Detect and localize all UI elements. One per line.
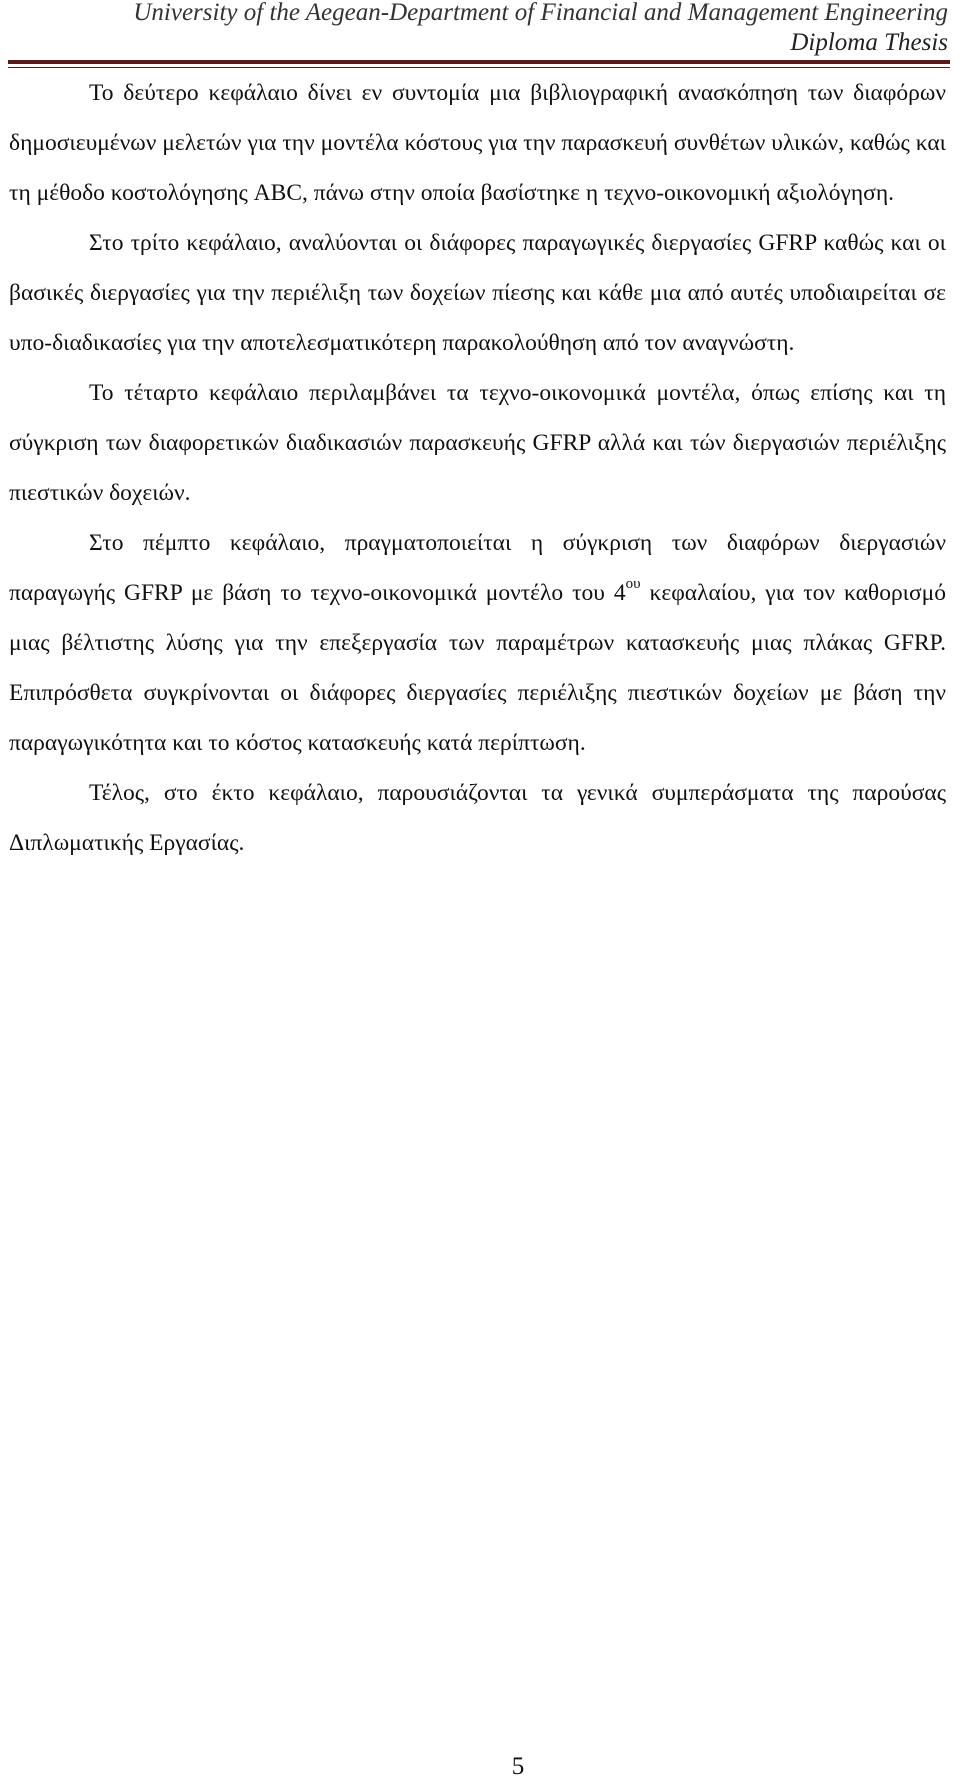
document-body (9, 68, 946, 868)
paragraph-chapter-5-text-start: Στο πέμπτο κεφάλαιο, πραγματοποιείται η σύγκριση των διαφόρων διεργασιών παραγωγής GFRP με βάση το τεχνο-οικονομικά μοντέλο του 4 (9, 530, 946, 606)
paragraph-chapter-6: Τέλος, στο έκτο κεφάλαιο, παρουσιάζονται τα γενικά συμπεράσματα της παρούσας Διπλωματικής Εργασίας. (9, 780, 946, 856)
paragraph-chapter-2: Το δεύτερο κεφάλαιο δίνει εν συντομία μια βιβλιογραφική ανασκόπηση των διαφόρων δημοσιευμένων μελετών για την μοντέλα κόστους για την παρασκευή συνθέτων υλικών, καθώς και τη μέθοδο κοστολόγησης ABC, πάνω στην οποία βασίστηκε η τεχνο-οικονομική αξιολόγηση. (9, 80, 946, 206)
paragraph-chapter-4: Το τέταρτο κεφάλαιο περιλαμβάνει τα τεχνο-οικονομικά μοντέλα, όπως επίσης και τη σύγκριση των διαφορετικών διαδικασιών παρασκευής GFRP αλλά και τών διεργασιών περιέλιξης πιεστικών δοχειών. (9, 380, 946, 506)
header-rule (8, 60, 950, 64)
paragraph-chapter-5-text-end: κεφαλαίου, για τον καθορισμό μιας βέλτιστης λύσης για την επεξεργασία των παραμέτρων κατασκευής μιας πλάκας GFRP. Επιπρόσθετα συγκρίνονται οι διάφορες διεργασίες περιέλιξης πιεστικών δοχείων με βάση την παραγωγικότητα και το κόστος κατασκευής κατά περίπτωση. (9, 580, 947, 756)
page-header (0, 0, 948, 58)
header-thesis-line: Diploma Thesis (790, 29, 948, 56)
page-number: 5 (511, 1753, 525, 1780)
ordinal-superscript: ου (625, 576, 641, 592)
paragraph-chapter-5 (9, 518, 946, 768)
paragraph-chapter-3: Στο τρίτο κεφάλαιο, αναλύονται οι διάφορες παραγωγικές διεργασίες GFRP καθώς και οι βασικές διεργασίες για την περιέλιξη των δοχείων πίεσης και κάθε μια από αυτές υποδιαιρείται σε υπο-διαδικασίες για την αποτελεσματικότερη παρακολούθηση από τον αναγνώστη. (9, 230, 946, 356)
header-university-line: University of the Aegean-Department of Financial and Management Engineering (133, 0, 948, 26)
